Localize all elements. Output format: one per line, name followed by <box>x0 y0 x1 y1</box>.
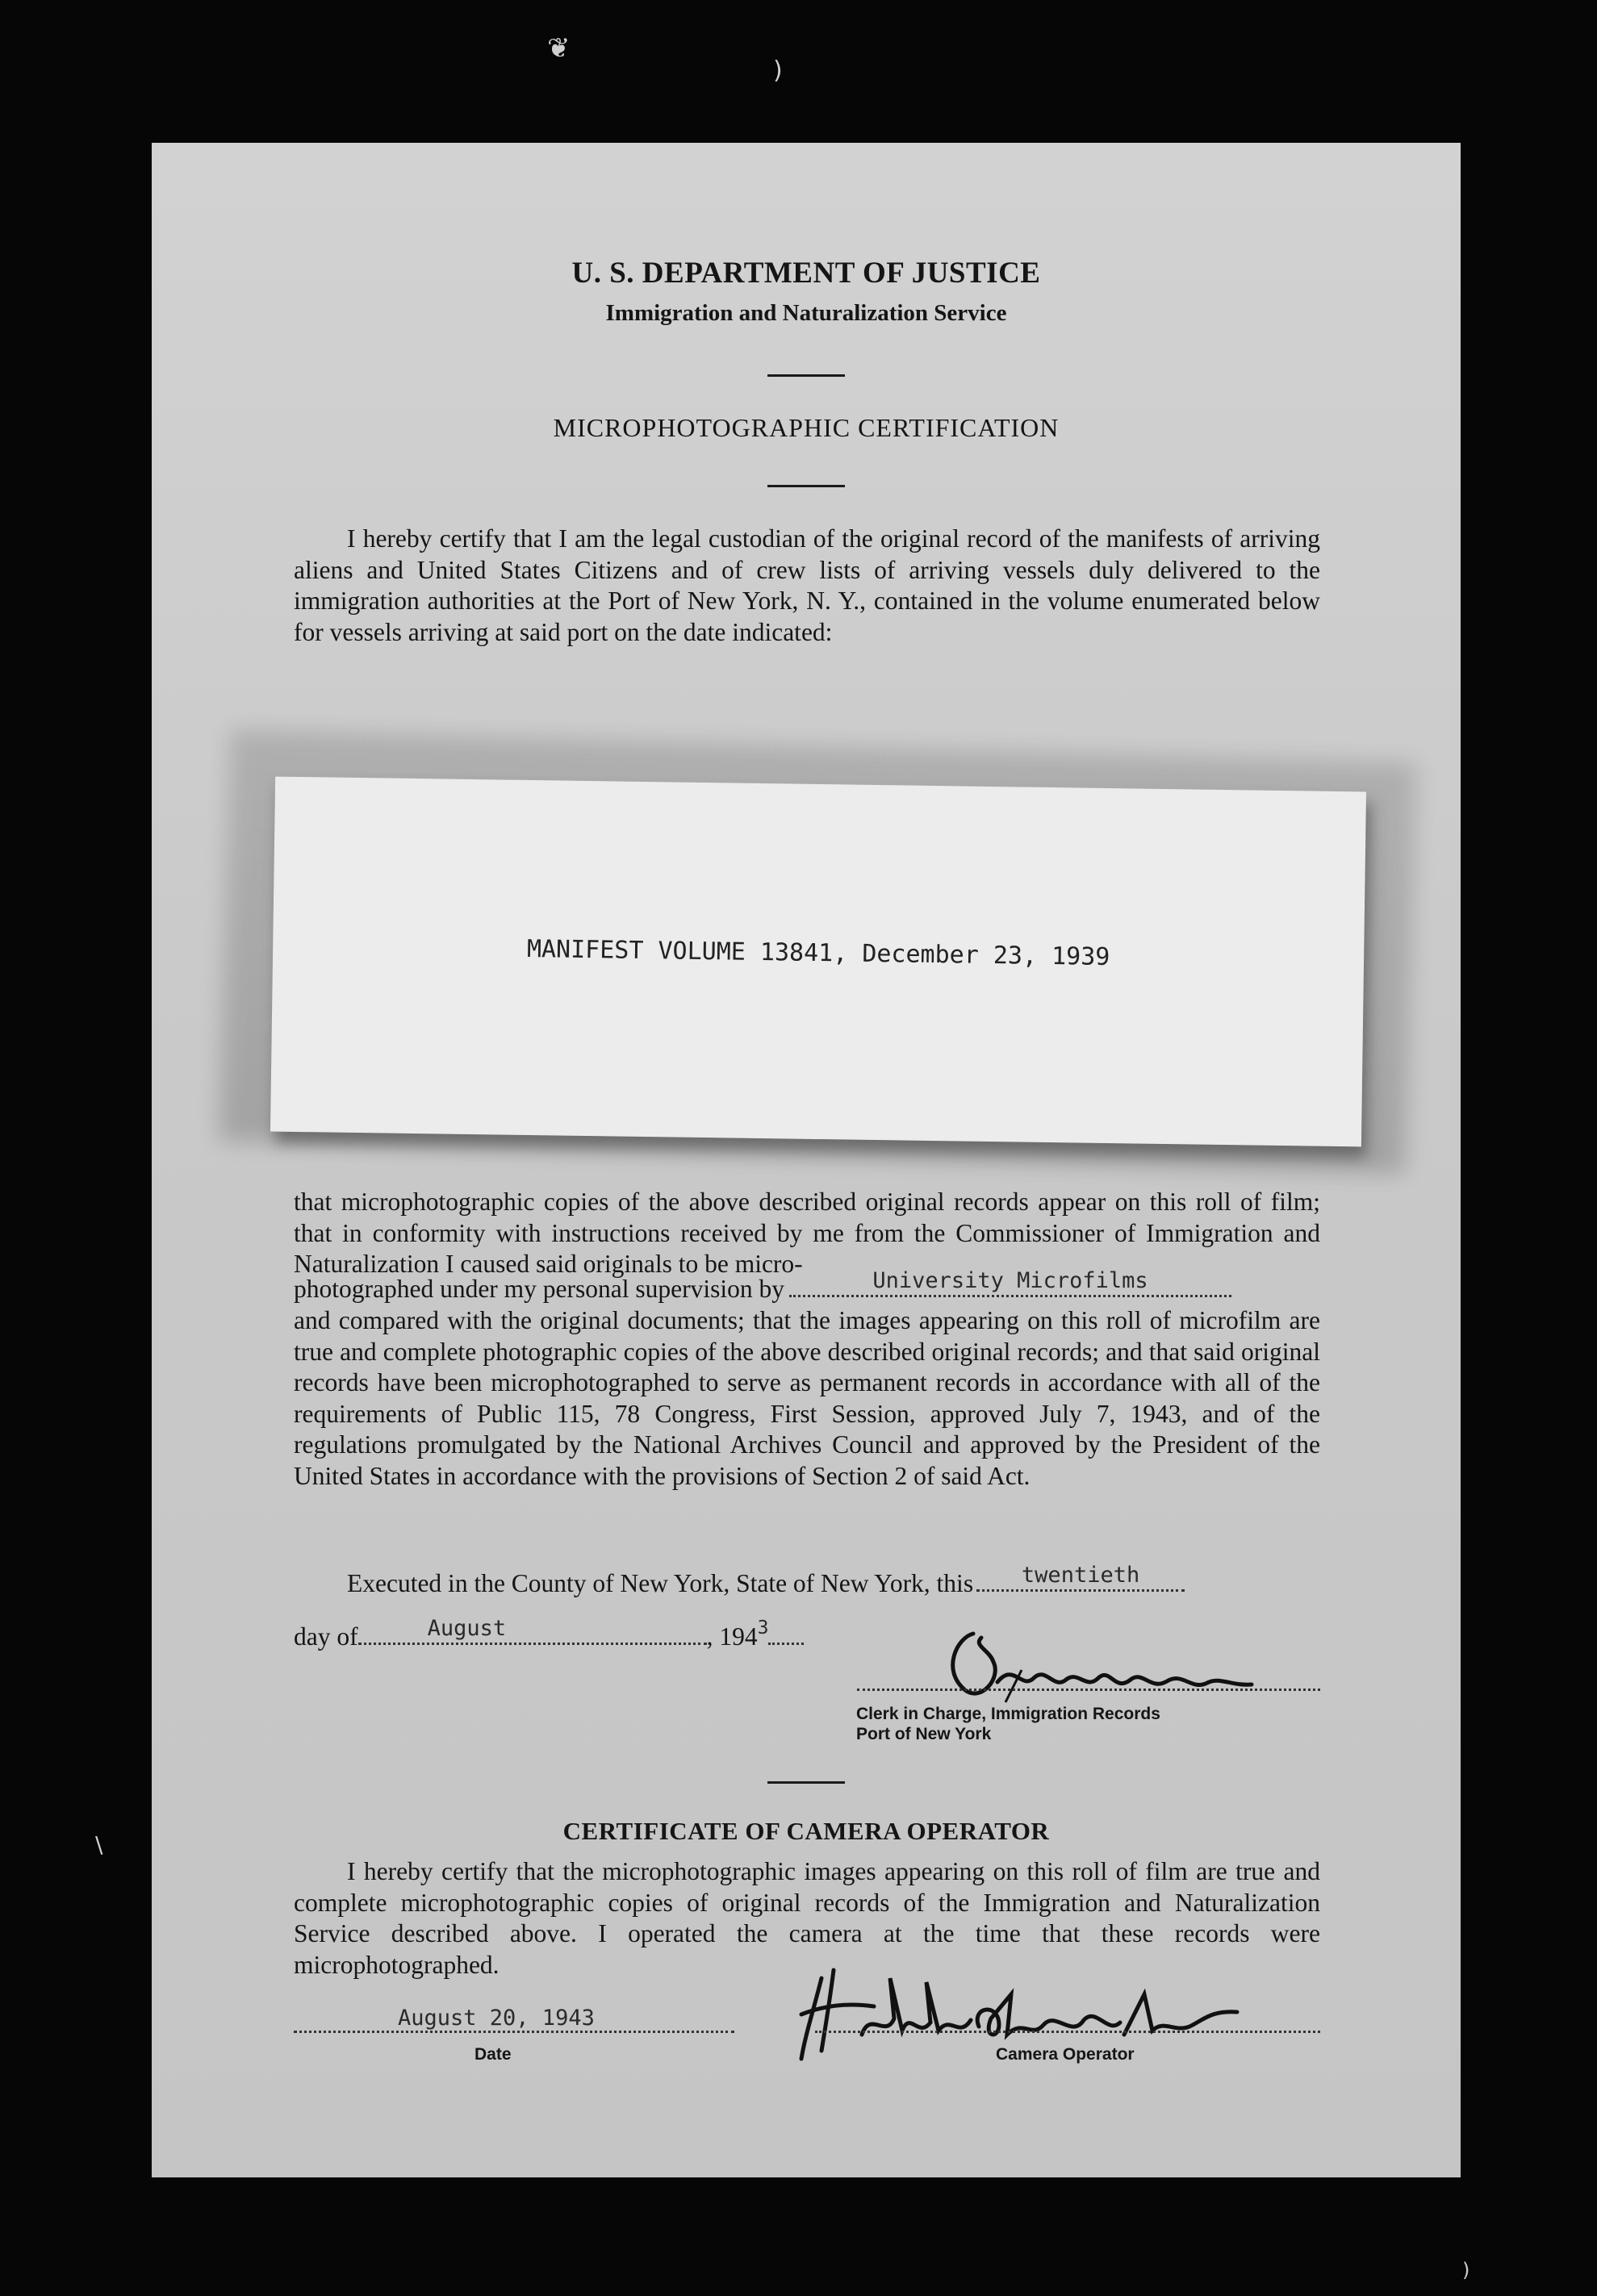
service-subheading: Immigration and Naturalization Service <box>605 300 1007 326</box>
film-speck: \ <box>95 1831 103 1858</box>
operator-signature-line <box>815 2031 1320 2033</box>
photographed-by-row <box>294 1268 1320 1304</box>
camera-certificate-title: CERTIFICATE OF CAMERA OPERATOR <box>562 1817 1050 1845</box>
camera-operator-label: Camera Operator <box>996 2045 1135 2064</box>
month-line <box>358 1618 707 1645</box>
year-digit: 3 <box>757 1618 769 1639</box>
body-text-part2: and compared with the original documents; that the images appearing on this roll of microfilm are true and complete photographic copies of the above described original records; and that said original records have been microphotographed to serve as permanent records in accordance with all of the requirements of Public 115, 78 Congress, First Session, approved July 7, 1943, and of the regulations promulgated by the National Archives Council and approved by the President of the United States in accordance with the provisions of Section 2 of said Act. <box>294 1306 1320 1490</box>
clerk-signature <box>925 1613 1264 1710</box>
day-of-label: day of <box>294 1622 358 1651</box>
month-value: August <box>427 1616 507 1641</box>
clerk-office: Port of New York <box>856 1725 992 1743</box>
divider <box>767 374 845 377</box>
body-paragraph-1 <box>294 1187 1320 1280</box>
photographed-by-line <box>789 1268 1231 1297</box>
intro-paragraph <box>294 524 1320 648</box>
clerk-title: Clerk in Charge, Immigration Records <box>856 1705 1160 1723</box>
execution-row <box>294 1565 1320 1598</box>
clerk-signature-line <box>857 1689 1320 1691</box>
camera-certificate-text: I hereby certify that the microphotographic images appearing on this roll of film are true and complete microphotographic copies of original records of the Immigration and Naturalization Service described above. I operated the camera at the time that these records were microphotographed. <box>294 1857 1320 1979</box>
execution-prefix: Executed in the County of New York, State of New York, this <box>347 1569 974 1597</box>
film-speck: ❦ <box>547 32 571 65</box>
certificate-page <box>152 143 1461 2177</box>
department-heading: U. S. DEPARTMENT OF JUSTICE <box>571 257 1041 290</box>
film-speck: ) <box>773 56 783 85</box>
divider <box>767 485 845 487</box>
year-prefix: , 194 <box>706 1622 758 1651</box>
intro-text: I hereby certify that I am the legal custodian of the original record of the manifests of arriving aliens and United States Citizens and of crew lists of arriving vessels duly delivered to the immigration authorities at the Port of New York, N. Y., contained in the volume enumerated below for vessels arriving at said port on the date indicated: <box>294 524 1320 646</box>
date-label: Date <box>475 2045 512 2064</box>
day-value: twentieth <box>1021 1563 1140 1588</box>
body-text-part1: that microphotographic copies of the above described original records appear on this roll of film; that in conformity with instructions received by me from the Commissioner of Immigration and Naturalization I caused said originals to be micro- <box>294 1188 1320 1278</box>
day-line <box>976 1565 1185 1592</box>
divider <box>767 1781 845 1784</box>
date-line <box>294 2031 734 2033</box>
film-speck: ) <box>1462 2259 1470 2281</box>
operator-date-value: August 20, 1943 <box>398 2006 595 2031</box>
manifest-volume-text: MANIFEST VOLUME 13841, December 23, 1939 <box>526 934 1110 972</box>
manifest-slip <box>270 777 1366 1147</box>
photographed-prefix: photographed under my personal supervision by <box>294 1275 785 1303</box>
certification-title: MICROPHOTOGRAPHIC CERTIFICATION <box>553 413 1060 442</box>
photographed-by-value: University Microfilms <box>872 1268 1148 1293</box>
year-line <box>768 1618 804 1645</box>
body-paragraph-2 <box>294 1305 1320 1492</box>
clerk-caption <box>856 1704 1160 1744</box>
